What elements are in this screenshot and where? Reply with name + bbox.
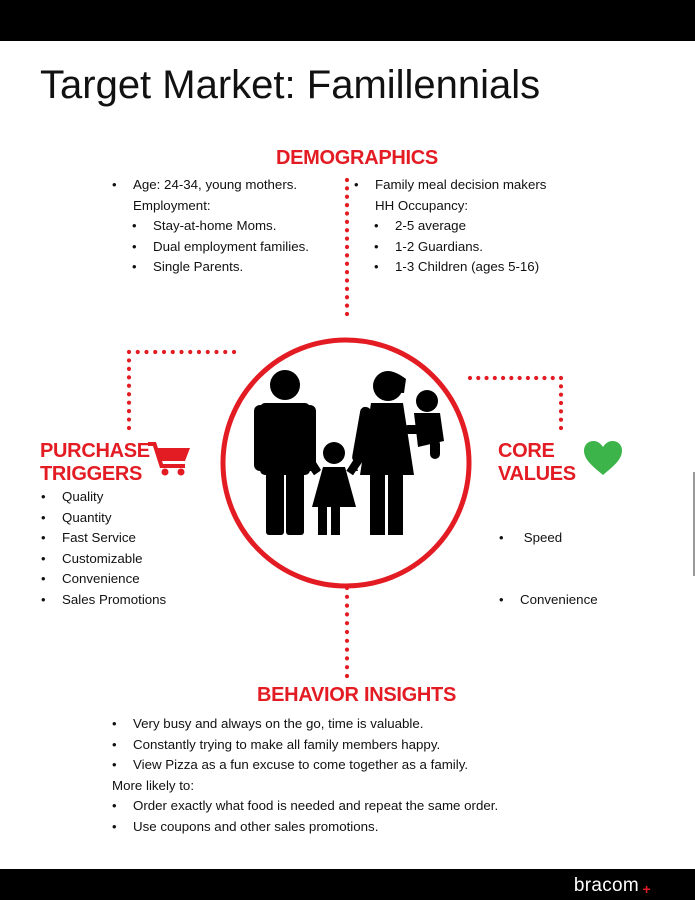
connector-dot: [345, 656, 349, 660]
connector-dot: [345, 186, 349, 190]
behavior-insights-heading: BEHAVIOR INSIGHTS: [257, 684, 456, 706]
brand-logo: [573, 875, 651, 897]
top-bar: [0, 0, 695, 41]
list-item: • Quality: [62, 487, 166, 508]
purchase-heading-line1: PURCHASE: [40, 440, 150, 462]
connector-dot: [559, 401, 563, 405]
heart-icon: [583, 440, 623, 476]
connector-dot: [345, 278, 349, 282]
connector-dot: [476, 376, 480, 380]
connector-dot: [559, 418, 563, 422]
connector-dot: [345, 604, 349, 608]
connector-dot: [559, 393, 563, 397]
list-item: • Age: 24-34, young mothers.: [133, 175, 309, 196]
connector-dot: [127, 384, 131, 388]
core-values-heading: [498, 440, 576, 486]
purchase-triggers-heading: [40, 440, 150, 486]
connector-dot: [345, 245, 349, 249]
list-item: Employment:: [133, 197, 211, 213]
list-item: • Customizable: [62, 549, 166, 570]
connector-dot: [345, 648, 349, 652]
list-item: • Dual employment families.: [133, 237, 309, 258]
family-circle: [218, 335, 474, 591]
list-item: • View Pizza as a fun excuse to come together as a family.: [133, 755, 498, 776]
connector-dot: [345, 621, 349, 625]
brand-plus-icon: +: [642, 881, 651, 897]
connector-dot: [345, 295, 349, 299]
connector-dot: [197, 350, 201, 354]
connector-dot: [345, 228, 349, 232]
connector-top: [345, 178, 349, 316]
connector-dot: [542, 376, 546, 380]
shopping-cart-icon: [147, 440, 191, 476]
connector-dot: [345, 665, 349, 669]
connector-dot: [127, 409, 131, 413]
list-item: • 1-2 Guardians.: [375, 237, 546, 258]
connector-dot: [171, 350, 175, 354]
connector-dot: [345, 304, 349, 308]
connector-dot: [345, 237, 349, 241]
connector-dot: [345, 178, 349, 182]
connector-dot: [345, 630, 349, 634]
list-item: • Use coupons and other sales promotions.: [133, 817, 498, 838]
connector-dot: [127, 375, 131, 379]
connector-dot: [345, 253, 349, 257]
list-item: • Sales Promotions: [62, 590, 166, 611]
demographics-left-list: [133, 175, 309, 278]
list-item: • Speed: [520, 528, 598, 549]
connector-dot: [127, 392, 131, 396]
connector-dot: [345, 211, 349, 215]
behavior-insights-list: [112, 714, 499, 837]
connector-dot: [345, 287, 349, 291]
connector-dot: [345, 262, 349, 266]
connector-dot: [493, 376, 497, 380]
list-item: More likely to:: [112, 777, 195, 793]
connector-dot: [127, 367, 131, 371]
bottom-bar: [0, 869, 695, 900]
connector-dot: [206, 350, 210, 354]
list-item: • Single Parents.: [133, 257, 309, 278]
list-item: • Convenience: [520, 590, 598, 611]
connector-dot: [559, 384, 563, 388]
list-item: • Quantity: [62, 508, 166, 529]
connector-dot: [127, 350, 131, 354]
list-item: • Constantly trying to make all family members happy.: [133, 735, 498, 756]
list-item: HH Occupancy:: [375, 197, 469, 213]
connector-dot: [127, 417, 131, 421]
connector-dot: [144, 350, 148, 354]
demographics-heading: DEMOGRAPHICS: [276, 147, 438, 169]
connector-dot: [509, 376, 513, 380]
list-item: • Convenience: [62, 569, 166, 590]
connector-dot: [345, 203, 349, 207]
list-item: • 2-5 average: [375, 216, 546, 237]
connector-dot: [345, 674, 349, 678]
connector-dot: [136, 350, 140, 354]
brand-name: bracom: [573, 875, 639, 896]
connector-dot: [162, 350, 166, 354]
connector-dot: [345, 270, 349, 274]
connector-dot: [526, 376, 530, 380]
list-item: • Fast Service: [62, 528, 166, 549]
connector-dot: [484, 376, 488, 380]
connector-bottom: [345, 586, 349, 678]
connector-dot: [345, 595, 349, 599]
list-item: • Family meal decision makers: [375, 175, 546, 196]
list-item: • 1-3 Children (ages 5-16): [375, 257, 546, 278]
connector-dot: [501, 376, 505, 380]
connector-dot: [559, 376, 563, 380]
connector-dot: [179, 350, 183, 354]
demographics-right-list: [375, 175, 546, 278]
connector-right: [468, 376, 563, 430]
page-title: Target Market: Famillennials: [40, 63, 541, 107]
purchase-heading-line2: TRIGGERS: [40, 463, 143, 485]
connector-dot: [345, 195, 349, 199]
core-heading-line2: VALUES: [498, 463, 576, 485]
core-heading-line1: CORE: [498, 440, 555, 462]
connector-dot: [518, 376, 522, 380]
connector-dot: [127, 358, 131, 362]
purchase-triggers-list: [62, 487, 166, 610]
connector-dot: [153, 350, 157, 354]
connector-dot: [127, 426, 131, 430]
list-item: • Stay-at-home Moms.: [133, 216, 309, 237]
connector-dot: [559, 409, 563, 413]
connector-dot: [345, 312, 349, 316]
connector-dot: [127, 401, 131, 405]
list-item: • Order exactly what food is needed and repeat the same order.: [133, 796, 498, 817]
list-item: • Very busy and always on the go, time is valuable.: [133, 714, 498, 735]
connector-dot: [551, 376, 555, 380]
connector-dot: [345, 220, 349, 224]
core-values-list: [520, 487, 598, 631]
connector-dot: [345, 612, 349, 616]
connector-dot: [559, 426, 563, 430]
connector-dot: [345, 639, 349, 643]
connector-dot: [534, 376, 538, 380]
connector-dot: [188, 350, 192, 354]
